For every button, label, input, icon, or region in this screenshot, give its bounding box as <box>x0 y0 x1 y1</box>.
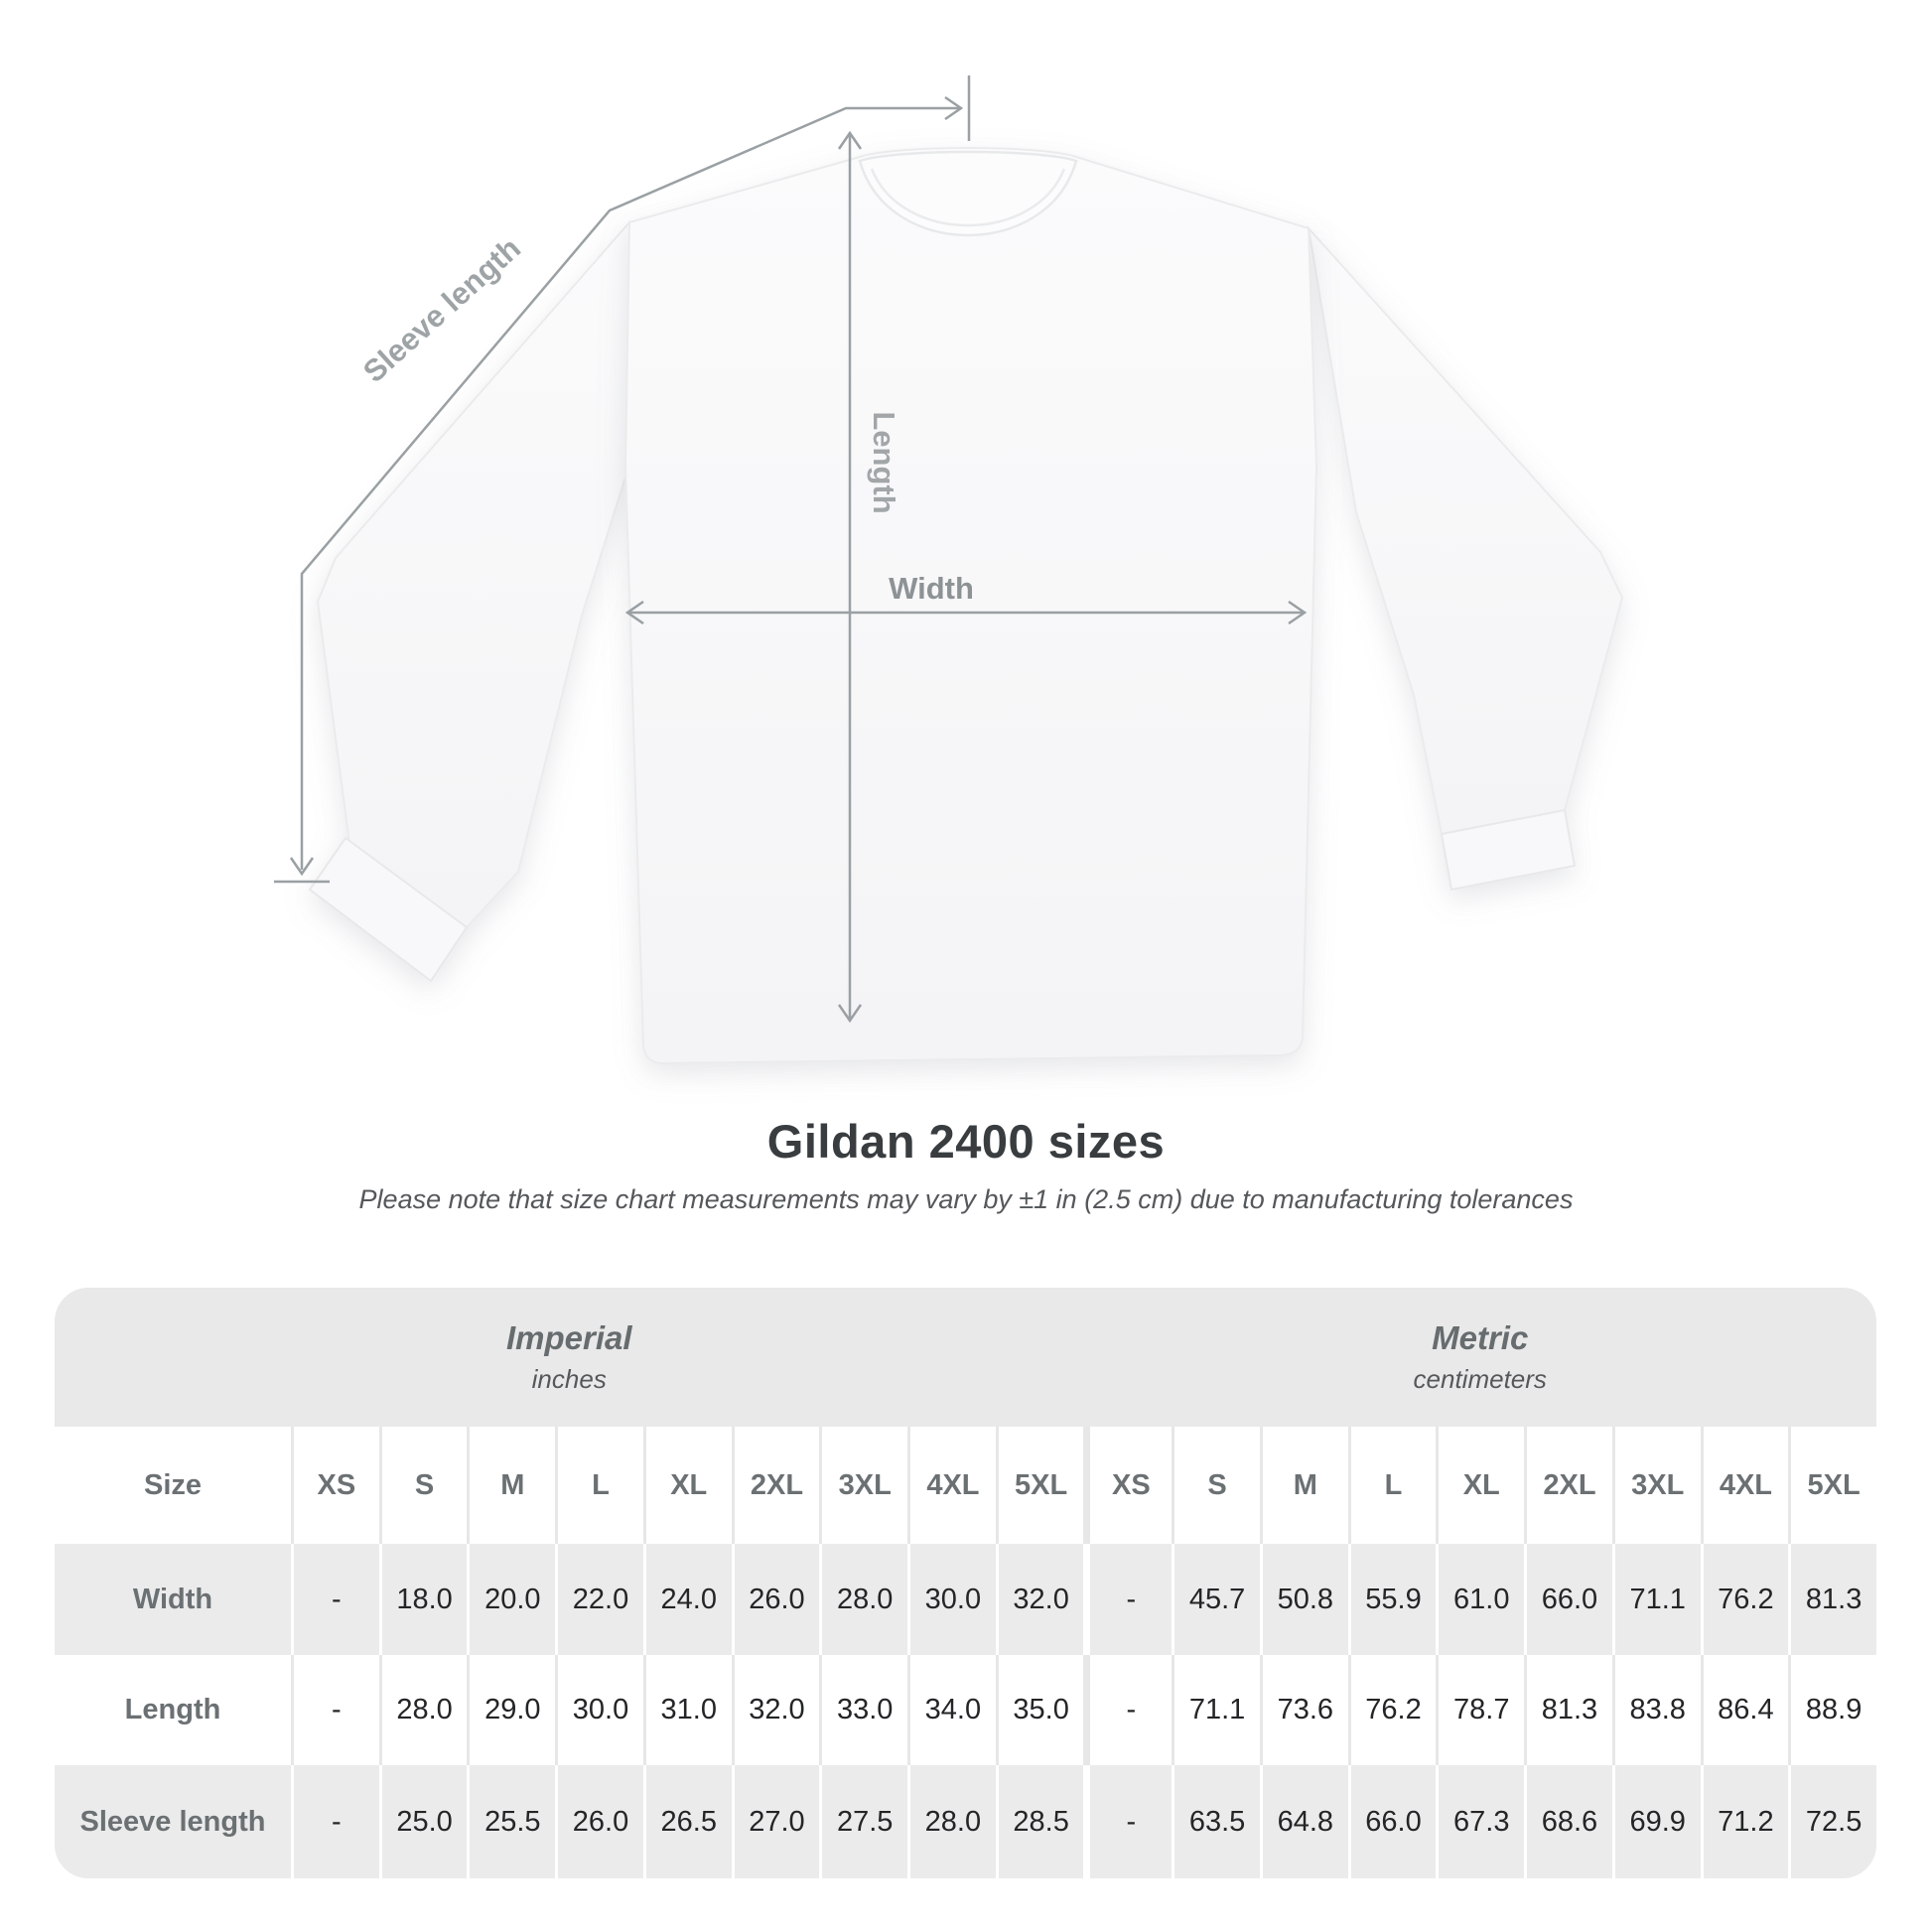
size-col-header: S <box>379 1427 468 1544</box>
size-value-cell: 71.2 <box>1701 1765 1789 1878</box>
size-col-header: M <box>467 1427 555 1544</box>
size-value-cell: 18.0 <box>379 1544 468 1655</box>
size-value-cell: 29.0 <box>467 1655 555 1765</box>
size-col-header: S <box>1172 1427 1260 1544</box>
size-value-cell: 88.9 <box>1788 1655 1876 1765</box>
page-subtitle: Please note that size chart measurements may vary by ±1 in (2.5 cm) due to manufacturing tolerances <box>358 1184 1574 1214</box>
size-table <box>55 1288 1876 1878</box>
size-value-cell: 20.0 <box>467 1544 555 1655</box>
size-value-cell: 35.0 <box>996 1655 1084 1765</box>
size-value-cell: 71.1 <box>1612 1544 1701 1655</box>
size-value-cell: 45.7 <box>1172 1544 1260 1655</box>
unit-group-imperial <box>55 1288 1083 1427</box>
size-value-cell: - <box>1083 1655 1172 1765</box>
size-value-cell: 76.2 <box>1348 1655 1437 1765</box>
size-value-cell: 30.0 <box>555 1655 643 1765</box>
size-value-cell: 50.8 <box>1260 1544 1348 1655</box>
row-label: Width <box>55 1544 291 1655</box>
size-value-cell: 68.6 <box>1524 1765 1612 1878</box>
size-value-cell: 27.5 <box>819 1765 907 1878</box>
size-value-cell: 73.6 <box>1260 1655 1348 1765</box>
size-value-cell: 71.1 <box>1172 1655 1260 1765</box>
size-value-cell: 66.0 <box>1524 1544 1612 1655</box>
size-col-header: M <box>1260 1427 1348 1544</box>
size-value-cell: 26.0 <box>555 1765 643 1878</box>
sleeve-length-label: Sleeve length <box>356 230 527 390</box>
size-value-cell: 76.2 <box>1701 1544 1789 1655</box>
size-value-cell: - <box>1083 1544 1172 1655</box>
size-col-header: XS <box>291 1427 379 1544</box>
unit-group-name: Metric <box>1432 1319 1529 1356</box>
size-value-cell: 86.4 <box>1701 1655 1789 1765</box>
size-value-cell: 61.0 <box>1436 1544 1524 1655</box>
page-title: Gildan 2400 sizes <box>766 1115 1166 1168</box>
size-value-cell: 28.0 <box>819 1544 907 1655</box>
size-value-cell: 24.0 <box>643 1544 732 1655</box>
size-value-cell: 25.0 <box>379 1765 468 1878</box>
unit-group-unit: centimeters <box>1413 1364 1547 1394</box>
heading-block <box>0 1114 1932 1215</box>
size-value-cell: 63.5 <box>1172 1765 1260 1878</box>
size-value-cell: 66.0 <box>1348 1765 1437 1878</box>
size-value-cell: 26.5 <box>643 1765 732 1878</box>
size-value-cell: 28.0 <box>907 1765 996 1878</box>
row-label: Length <box>55 1655 291 1765</box>
size-value-cell: 22.0 <box>555 1544 643 1655</box>
size-value-cell: 78.7 <box>1436 1655 1524 1765</box>
shirt-body <box>625 148 1316 1063</box>
size-header-label: Size <box>55 1427 291 1544</box>
size-value-cell: - <box>291 1765 379 1878</box>
size-value-cell: 32.0 <box>996 1544 1084 1655</box>
row-label: Sleeve length <box>55 1765 291 1878</box>
size-value-cell: 25.5 <box>467 1765 555 1878</box>
size-value-cell: - <box>1083 1765 1172 1878</box>
size-col-header: 4XL <box>1701 1427 1789 1544</box>
size-col-header: 2XL <box>1524 1427 1612 1544</box>
size-value-cell: 83.8 <box>1612 1655 1701 1765</box>
size-value-cell: 81.3 <box>1788 1544 1876 1655</box>
size-col-header: XS <box>1083 1427 1172 1544</box>
unit-group-name: Imperial <box>505 1319 632 1356</box>
size-value-cell: 55.9 <box>1348 1544 1437 1655</box>
size-value-cell: - <box>291 1544 379 1655</box>
size-value-cell: 28.0 <box>379 1655 468 1765</box>
size-value-cell: 72.5 <box>1788 1765 1876 1878</box>
unit-group-unit: inches <box>531 1364 607 1394</box>
size-col-header: 4XL <box>907 1427 996 1544</box>
shirt-left-sleeve <box>318 222 629 929</box>
size-col-header: 5XL <box>996 1427 1084 1544</box>
size-value-cell: 31.0 <box>643 1655 732 1765</box>
size-col-header: XL <box>1436 1427 1524 1544</box>
size-col-header: 3XL <box>1612 1427 1701 1544</box>
size-value-cell: - <box>291 1655 379 1765</box>
size-value-cell: 28.5 <box>996 1765 1084 1878</box>
size-col-header: XL <box>643 1427 732 1544</box>
length-label: Length <box>867 411 901 514</box>
size-value-cell: 34.0 <box>907 1655 996 1765</box>
size-col-header: 2XL <box>732 1427 820 1544</box>
shirt-right-sleeve <box>1309 228 1622 834</box>
size-col-header: 5XL <box>1788 1427 1876 1544</box>
size-value-cell: 30.0 <box>907 1544 996 1655</box>
size-value-cell: 67.3 <box>1436 1765 1524 1878</box>
size-value-cell: 27.0 <box>732 1765 820 1878</box>
size-value-cell: 32.0 <box>732 1655 820 1765</box>
width-label: Width <box>889 571 974 606</box>
size-col-header: L <box>1348 1427 1437 1544</box>
size-col-header: L <box>555 1427 643 1544</box>
size-col-header: 3XL <box>819 1427 907 1544</box>
size-value-cell: 26.0 <box>732 1544 820 1655</box>
size-value-cell: 69.9 <box>1612 1765 1701 1878</box>
unit-group-metric <box>1083 1288 1876 1427</box>
size-value-cell: 81.3 <box>1524 1655 1612 1765</box>
size-value-cell: 64.8 <box>1260 1765 1348 1878</box>
size-value-cell: 33.0 <box>819 1655 907 1765</box>
